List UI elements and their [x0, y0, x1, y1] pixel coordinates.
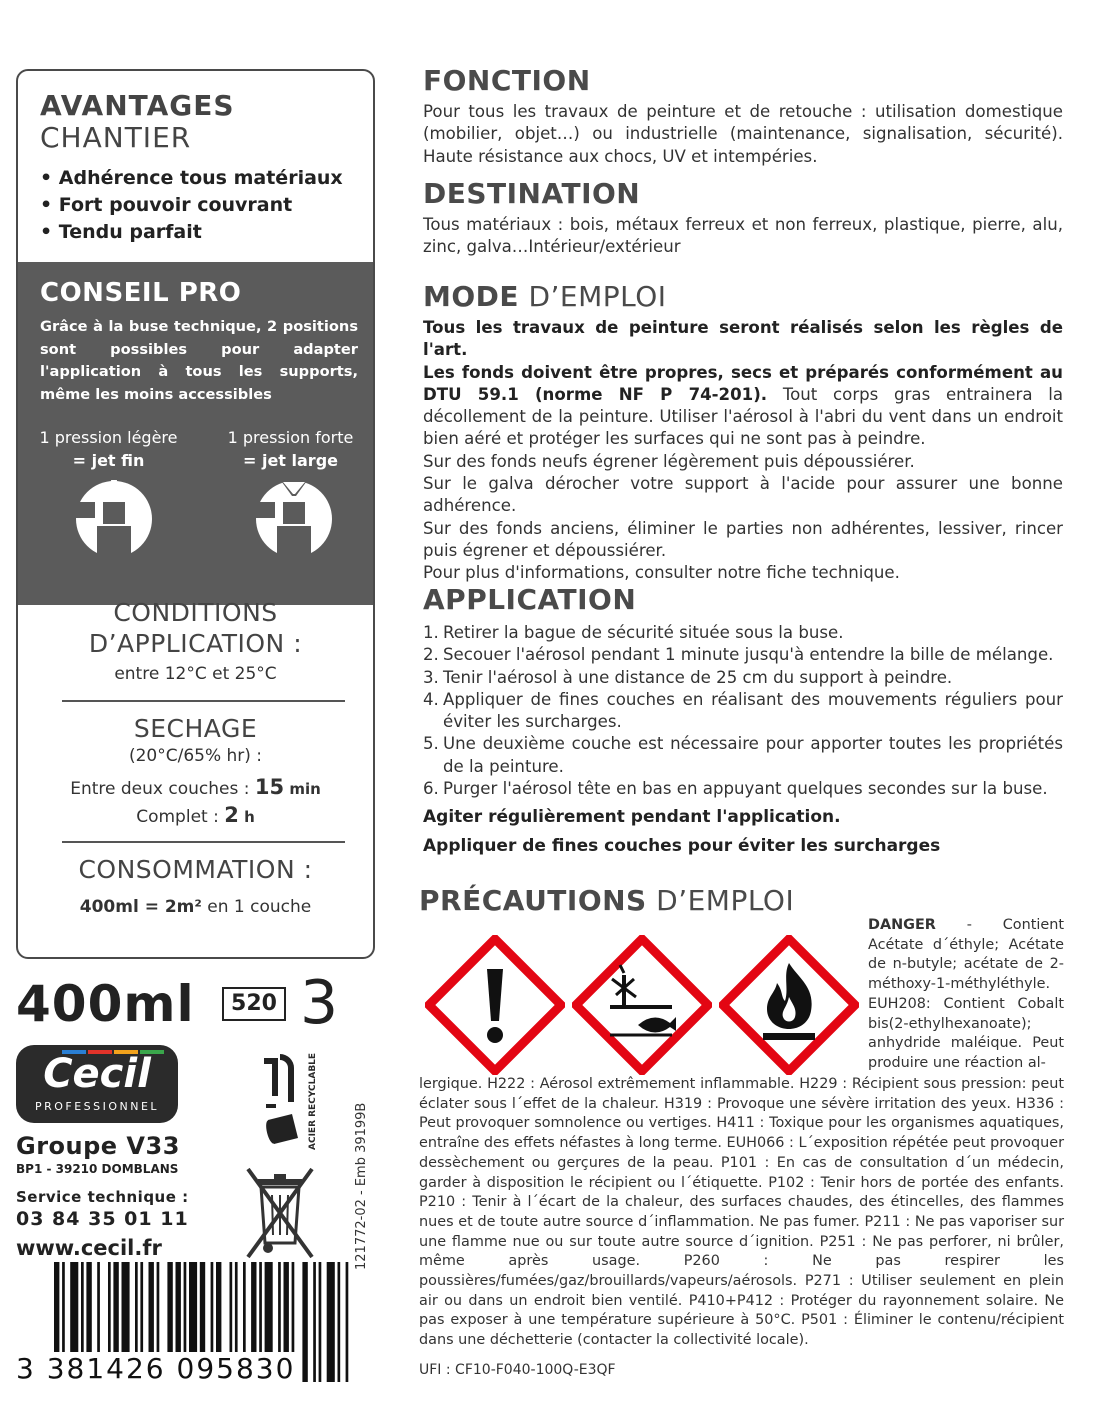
mode-emploi-title: MODE D’EMPLOI	[423, 280, 667, 313]
divider	[62, 841, 345, 843]
reference-code: 121772-02 - Emb 39199B	[354, 1102, 369, 1270]
weee-bin-icon	[240, 1165, 320, 1261]
list-item: 5. Une deuxième couche est nécessaire pour apporter toutes les propriétés de la peinture.	[423, 734, 1063, 776]
recycle-label: ACIER RECYCLABLE	[308, 1052, 318, 1150]
address: BP1 - 39210 DOMBLANS	[16, 1162, 179, 1176]
avantage-item: • Tendu parfait	[40, 221, 202, 243]
conseil-pro-box	[18, 262, 375, 605]
avantages-title: AVANTAGES	[40, 89, 235, 122]
list-item: 1. Retirer la bague de sécurité située sous la buse.	[423, 623, 844, 642]
sechage-between-coats: Entre deux couches : 15 min	[70, 775, 321, 799]
strong-press-label: 1 pression forte = jet large	[227, 428, 354, 470]
wide-jet-nozzle-icon	[253, 474, 335, 556]
divider	[62, 700, 345, 702]
website: www.cecil.fr	[16, 1236, 162, 1260]
consommation-title: CONSOMMATION :	[78, 855, 313, 884]
cecil-logo	[16, 1045, 178, 1123]
conditions-subtitle: D’APPLICATION :	[88, 629, 303, 658]
conditions-title: CONDITIONS	[113, 598, 278, 627]
avantage-item: • Fort pouvoir couvrant	[40, 194, 293, 216]
application-steps	[423, 622, 1063, 800]
product-code-digit: 3	[300, 968, 339, 1038]
fine-jet-nozzle-icon	[73, 474, 155, 556]
barcode-bar	[313, 1262, 316, 1382]
product-code: 520	[222, 987, 286, 1021]
avantages-subtitle: CHANTIER	[40, 121, 192, 154]
barcode-bar	[338, 1262, 341, 1382]
conseil-pro-title: CONSEIL PRO	[40, 278, 242, 308]
destination-title: DESTINATION	[423, 177, 641, 210]
ean-number: 3 381426 095830	[16, 1352, 296, 1385]
application-title: APPLICATION	[423, 583, 637, 616]
environment-hazard-icon	[572, 935, 712, 1075]
brand-subtitle: PROFESSIONNEL	[34, 1100, 160, 1113]
sechage-complete: Complet : 2 h	[136, 803, 255, 827]
conditions-temperature: entre 12°C et 25°C	[114, 664, 277, 684]
list-item: 2. Secouer l'aérosol pendant 1 minute jusqu'à entendre la bille de mélange.	[423, 645, 1054, 665]
avantage-item: • Adhérence tous matériaux	[40, 167, 343, 189]
mode-emploi-text: Tous les travaux de peinture seront réalisés selon les règles de l'art. Les fonds doivent être propres, secs et préparés conformément au DTU 59.1 (norme NF P 74-201). Tout corps gras entrainera la décollement de la peinture. Utiliser l'aérosol à l'abri du vent dans un endroit bien aéré et protéger les surfaces qui ne sont pas à peindre. Sur des fonds neufs égrener légèrement puis dépoussiérer. Sur le galva dérocher votre support à l'acide pour assurer une bonne adhérence. Sur des fonds anciens, éliminer le parties non adhérentes, lessiver, rincer puis égrener et dépoussiérer. Pour plus d'informations, consulter notre fiche technique.	[423, 318, 1064, 583]
conseil-pro-text: Grâce à la buse technique, 2 positions sont possibles pour adapter l'application à tous les supports, même les moins accessibles	[40, 318, 358, 403]
barcode-bar	[327, 1262, 335, 1382]
barcode-bar	[302, 1262, 307, 1382]
precautions-title: PRÉCAUTIONS D’EMPLOI	[419, 884, 795, 917]
barcode-bar	[346, 1262, 349, 1382]
application-note: Appliquer de fines couches pour éviter les surcharges	[423, 836, 941, 856]
consommation-value: 400ml = 2m² en 1 couche	[79, 897, 312, 917]
light-press-label: 1 pression légère = jet fin	[39, 428, 178, 470]
application-note: Agiter régulièrement pendant l'application.	[423, 807, 841, 827]
barcode-bar	[319, 1262, 322, 1382]
info-panel	[16, 69, 375, 959]
list-item: 3. Tenir l'aérosol à une distance de 25 cm du support à peindre.	[423, 667, 953, 687]
steel-can-recycle-icon	[258, 1052, 302, 1148]
list-item: 6. Purger l'aérosol tête en bas en appuyant quelques secondes sur la buse.	[423, 779, 1048, 799]
service-label: Service technique :	[16, 1188, 189, 1206]
phone-number: 03 84 35 01 11	[16, 1208, 189, 1230]
ufi-code: UFI : CF10-F040-100Q-E3QF	[419, 1362, 616, 1378]
flammable-hazard-icon	[719, 935, 859, 1075]
fonction-text: Pour tous les travaux de peinture et de retouche : utilisation domestique (mobilier, objet…) ou industrielle (maintenance, signalisation, sécurité). Haute résistance aux chocs, UV et intempéries.	[423, 102, 1063, 166]
danger-statement: DANGER - Contient Acétate d´éthyle; Acétate de n-butyle; acétate de 2-méthoxy-1-méthyléthyle. EUH208: Contient Cobalt bis(2-ethylhexanoate); anhydride maléique. Peut produire une réaction al-	[868, 917, 1064, 1071]
sechage-title: SECHAGE	[133, 714, 258, 743]
exclamation-hazard-icon	[425, 935, 565, 1075]
precautions-text: lergique. H222 : Aérosol extrêmement inflammable. H229 : Récipient sous pression: peut éclater sous l´effet de la chaleur. H319 : Provoque une sévère irritation des yeux. H336 : Peut provoquer somnolence ou vertiges. H411 : Toxique pour les organismes aquatiques, entraîne des effets néfastes à long terme. EUH066 : L´exposition répétée peut provoquer dessèchement ou gerçures de la peau. P101 : En cas de consultation d´un médecin, garder à disposition le récipient ou l´étiquette. P102 : Tenir hors de portée des enfants. P210 : Tenir à l´écart de la chaleur, des surfaces chaudes, des étincelles, des flammes nues et de toute autre source d´inflammation. Ne pas fumer. P211 : Ne pas vaporiser sur une flamme nue ou sur toute autre source d´ignition. P251 : Ne pas perforer, ni brûler, même après usage. P260 : Ne pas respirer les poussières/fumées/gaz/brouillards/vapeurs/aérosols. P271 : Utiliser seulement en plein air ou dans un endroit bien ventilé. P410+P412 : Protéger du rayonnement solaire. Ne pas exposer à une température supérieure à 50°C. P501 : Éliminer le contenu/récipient dans une déchetterie (contacter la collectivité locale).	[419, 1076, 1064, 1349]
fonction-title: FONCTION	[423, 64, 591, 97]
list-item: 4. Appliquer de fines couches en réalisant des mouvements réguliers pour éviter les surcharges.	[423, 689, 1063, 732]
product-volume: 400ml	[16, 975, 195, 1033]
group-name: Groupe V33	[16, 1132, 180, 1160]
brand-name: Cecil	[43, 1051, 151, 1097]
destination-text: Tous matériaux : bois, métaux ferreux et non ferreux, plastique, pierre, alu, zinc, galva…Intérieur/extérieur	[423, 215, 1063, 257]
sechage-conditions: (20°C/65% hr) :	[128, 746, 263, 766]
